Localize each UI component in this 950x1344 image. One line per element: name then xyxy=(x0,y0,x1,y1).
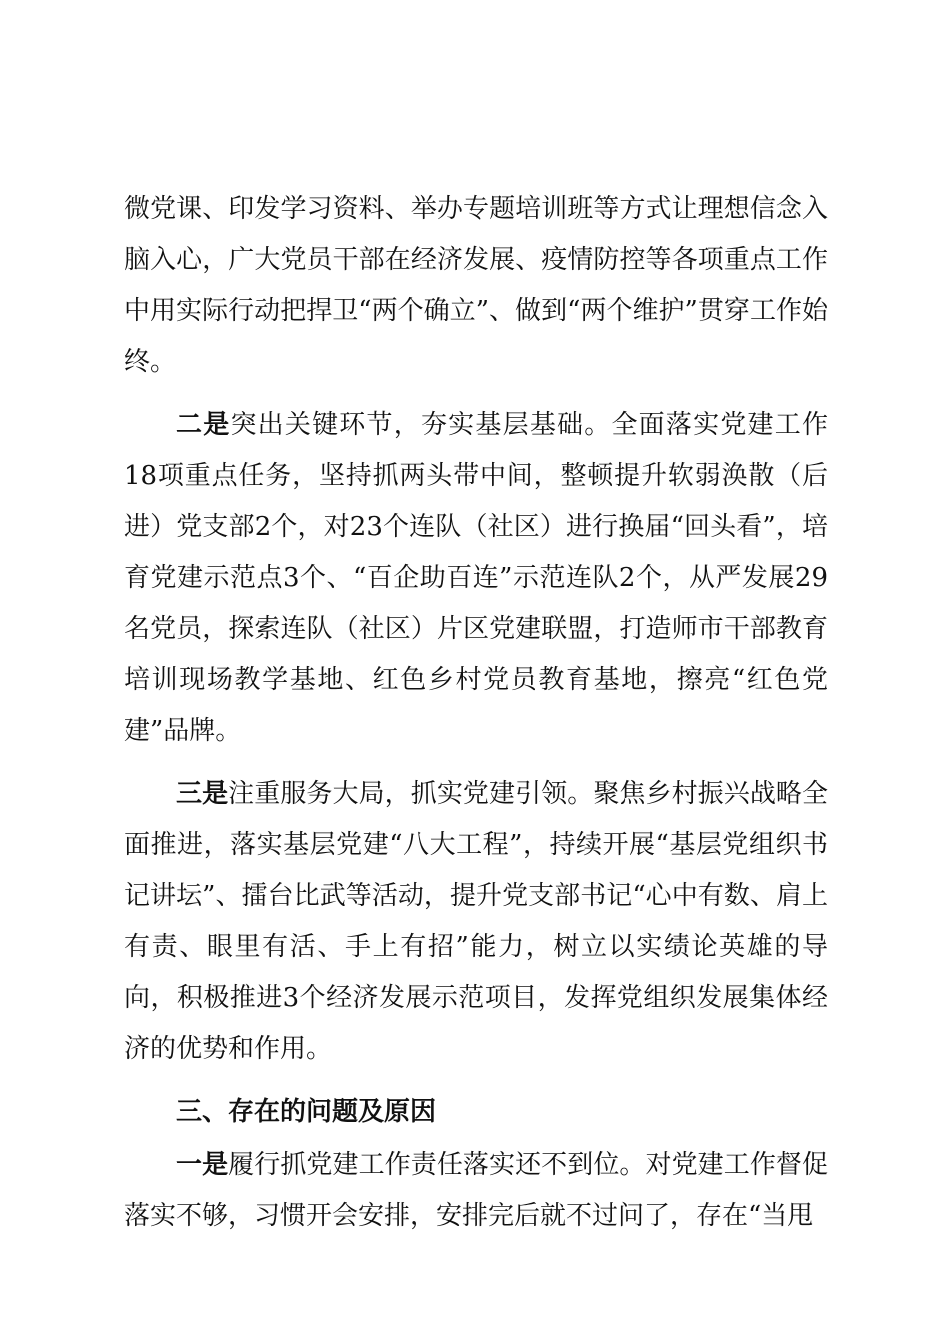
document-body xyxy=(124,184,828,1254)
paragraph-continued xyxy=(124,184,828,388)
paragraph-text: 突出关键环节，夯实基层基础。全面落实党建工作18项重点任务，坚持抓两头带中间，整顿提升软弱涣散（后进）党支部2个，对23个连队（社区）进行换届“回头看”，培育党建示范点3个、“百企助百连”示范连队2个，从严发展29名党员，探索连队（社区）片区党建联盟，打造师市干部教育培训现场教学基地、红色乡村党员教育基地，擦亮“红色党建”品牌。 xyxy=(124,410,828,746)
paragraph-lead: 三是 xyxy=(176,779,229,809)
paragraph-third-point xyxy=(124,769,828,1075)
paragraph-second-point xyxy=(124,400,828,757)
section-heading: 三、存在的问题及原因 xyxy=(176,1097,437,1127)
paragraph-problem-one xyxy=(124,1140,828,1242)
paragraph-lead: 一是 xyxy=(176,1150,229,1180)
paragraph-text: 注重服务大局，抓实党建引领。聚焦乡村振兴战略全面推进，落实基层党建“八大工程”，持续开展“基层党组织书记讲坛”、擂台比武等活动，提升党支部书记“心中有数、肩上有责、眼里有活、手上有招”能力，树立以实绩论英雄的导向，积极推进3个经济发展示范项目，发挥党组织发展集体经济的优势和作用。 xyxy=(124,779,828,1064)
paragraph-text: 履行抓党建工作责任落实还不到位。对党建工作督促落实不够，习惯开会安排，安排完后就不过问了，存在“当甩 xyxy=(124,1150,828,1231)
paragraph-lead: 二是 xyxy=(176,410,231,440)
paragraph-text: 微党课、印发学习资料、举办专题培训班等方式让理想信念入脑入心，广大党员干部在经济发展、疫情防控等各项重点工作中用实际行动把捍卫“两个确立”、做到“两个维护”贯穿工作始终。 xyxy=(124,194,828,377)
